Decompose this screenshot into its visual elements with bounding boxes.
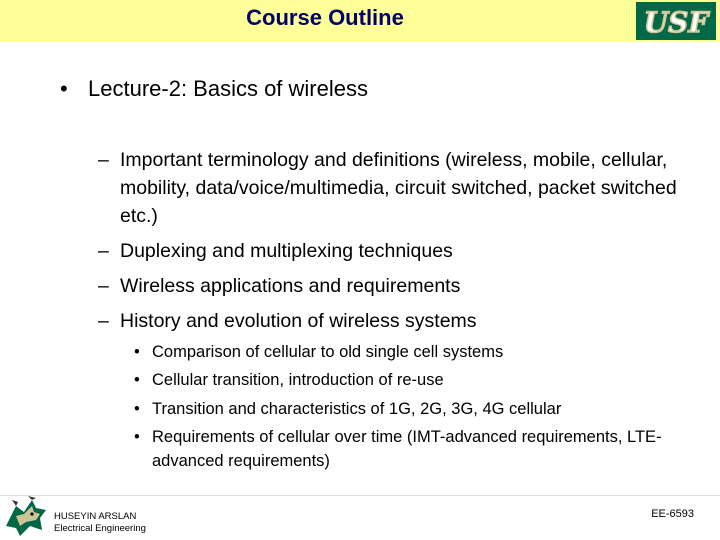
dash-marker: –: [98, 240, 109, 262]
topic-text: Important terminology and definitions (wireless, mobile, cellular, mobility, data/voice/multimedia, circuit switched, packet switched etc.): [120, 149, 677, 227]
usf-logo-text: USF: [643, 6, 709, 39]
topic-text: Wireless applications and requirements: [120, 275, 461, 297]
author-block: [54, 511, 146, 535]
dash-marker: –: [98, 149, 109, 171]
subtopic-text: Requirements of cellular over time (IMT-advanced requirements, LTE-advanced requirements): [152, 428, 662, 470]
bullet-dot: •: [134, 371, 140, 389]
subtopic-item: [134, 368, 692, 392]
lecture-title: Lecture-2: Basics of wireless: [88, 76, 368, 101]
subtopic-text: Transition and characteristics of 1G, 2G, 3G, 4G cellular: [152, 400, 562, 418]
bullet-dot: •: [134, 428, 140, 446]
bull-mascot-icon: [2, 496, 50, 538]
slide-header: [0, 0, 720, 42]
topic-item: [98, 307, 680, 335]
footer-divider: [0, 495, 720, 496]
bullet-dot: •: [134, 343, 140, 361]
dash-marker: –: [98, 275, 109, 297]
usf-logo: [636, 2, 716, 40]
subtopic-item: [134, 340, 692, 364]
subtopic-item: [134, 397, 692, 421]
topic-item: [98, 237, 680, 265]
subtopic-item: [134, 425, 692, 473]
topic-text: Duplexing and multiplexing techniques: [120, 240, 453, 262]
subtopic-text: Cellular transition, introduction of re-use: [152, 371, 444, 389]
author-department: Electrical Engineering: [54, 523, 146, 534]
slide-title: Course Outline: [246, 5, 404, 30]
topic-item: [98, 272, 680, 300]
lecture-bullet: [60, 76, 368, 102]
bullet-dot: •: [134, 400, 140, 418]
course-code: EE-6593: [651, 508, 694, 520]
author-name: HUSEYIN ARSLAN: [54, 511, 137, 522]
topic-item: [98, 146, 680, 230]
dash-marker: –: [98, 310, 109, 332]
topic-text: History and evolution of wireless systems: [120, 310, 477, 332]
subtopic-text: Comparison of cellular to old single cell systems: [152, 343, 504, 361]
bullet-dot: •: [60, 76, 68, 101]
